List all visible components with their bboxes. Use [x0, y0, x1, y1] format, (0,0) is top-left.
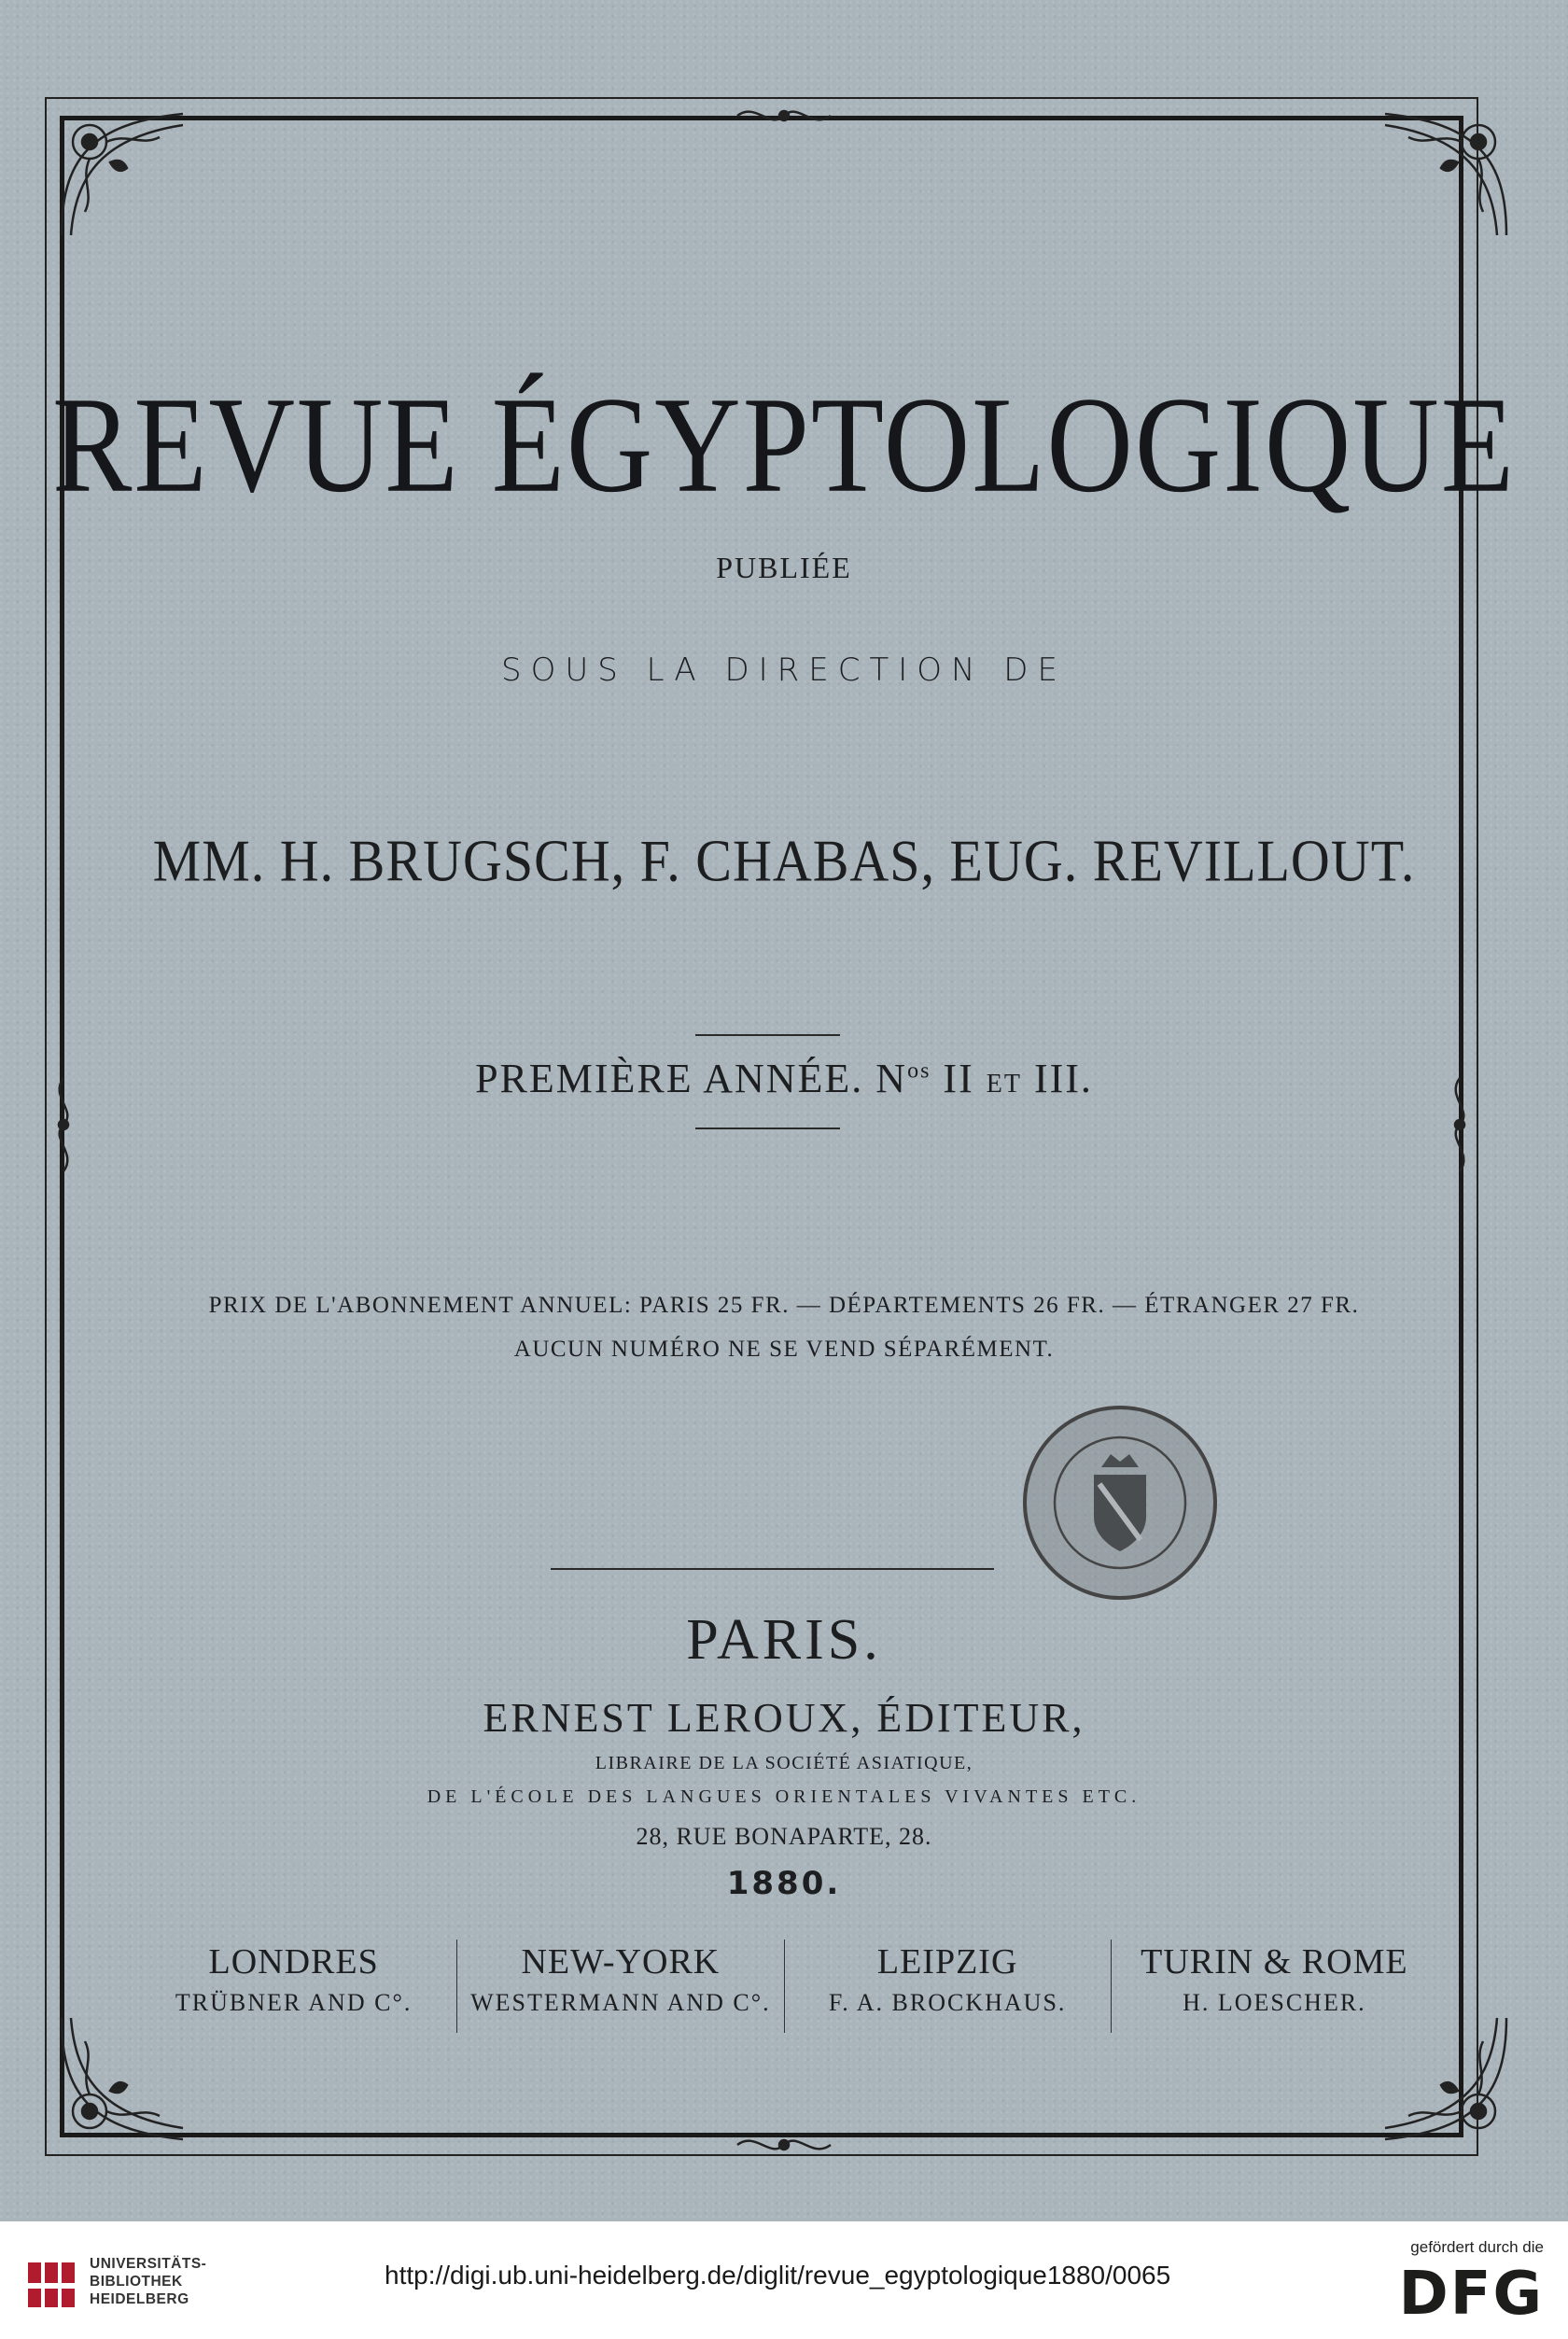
- issue-number-first: II: [943, 1056, 974, 1101]
- agent-turin-rome: [1112, 1940, 1437, 2033]
- published-label: PUBLIÉE: [716, 551, 852, 584]
- subscription-price: PRIX DE L'ABONNEMENT ANNUEL: PARIS 25 FR. — DÉPARTEMENTS 26 FR. — ÉTRANGER 27 FR.: [208, 1293, 1360, 1318]
- issue-conjunction: ET: [986, 1070, 1022, 1099]
- issue-number-prefix: N: [875, 1056, 908, 1101]
- direction-label: SOUS LA DIRECTION DE: [501, 651, 1067, 689]
- library-stamp: [1017, 1400, 1223, 1605]
- issue-rule-top: [695, 1034, 840, 1036]
- issue-year: PREMIÈRE ANNÉE.: [475, 1056, 864, 1101]
- agent-city: TURIN & ROME: [1141, 1942, 1408, 1982]
- library-name-line-2: BIBLIOTHEK: [90, 2274, 183, 2290]
- agent-name: TRÜBNER AND C°.: [175, 1989, 413, 2016]
- journal-title: REVUE ÉGYPTOLOGIQUE: [52, 368, 1516, 521]
- publisher-name: ERNEST LEROUX, ÉDITEUR,: [483, 1695, 1085, 1741]
- agent-city: LEIPZIG: [876, 1942, 1018, 1982]
- issue-line: [0, 1055, 1568, 1102]
- agent-name: F. A. BROCKHAUS.: [828, 1989, 1067, 2016]
- bottom-center-ornament: [733, 2126, 835, 2164]
- issue-rule-bottom: [695, 1127, 840, 1129]
- library-name-line-1: UNIVERSITÄTS-: [90, 2256, 207, 2272]
- university-library-logo-icon: [24, 2257, 80, 2313]
- publisher-address: 28, RUE BONAPARTE, 28.: [636, 1823, 932, 1850]
- imprint-rule: [551, 1568, 994, 1570]
- dfg-logo: DFG: [1398, 2260, 1544, 2329]
- agent-city: LONDRES: [208, 1942, 379, 1982]
- funding-label: gefördert durch die: [1410, 2238, 1544, 2256]
- agent-city: NEW-YORK: [521, 1942, 721, 1982]
- corner-ornament-top-left: [52, 105, 192, 245]
- agent-name: WESTERMANN AND C°.: [470, 1989, 771, 2016]
- publication-year: 1880.: [726, 1865, 842, 1902]
- university-library-name: [90, 2255, 206, 2308]
- agent-new-york: [457, 1940, 784, 2033]
- library-name-line-3: HEIDELBERG: [90, 2291, 189, 2307]
- digitization-footer: [0, 2221, 1568, 2339]
- permalink-url[interactable]: http://digi.ub.uni-heidelberg.de/diglit/revue_egyptologique1880/0065: [385, 2261, 1171, 2290]
- publisher-school: DE L'ÉCOLE DES LANGUES ORIENTALES VIVANTES ETC.: [427, 1786, 1141, 1807]
- agent-london: [131, 1940, 457, 2033]
- top-center-ornament: [733, 97, 835, 134]
- sale-notice: AUCUN NUMÉRO NE SE VEND SÉPARÉMENT.: [513, 1337, 1055, 1362]
- imprint-city: PARIS.: [686, 1608, 882, 1672]
- agents-row: [131, 1940, 1437, 2033]
- issue-number-sup: os: [907, 1058, 931, 1084]
- agent-leipzig: [785, 1940, 1112, 2033]
- editors-line: MM. H. BRUGSCH, F. CHABAS, EUG. REVILLOUT.: [152, 827, 1416, 894]
- corner-ornament-top-right: [1376, 105, 1516, 245]
- issue-number-second: III.: [1033, 1056, 1093, 1101]
- publisher-society: LIBRAIRE DE LA SOCIÉTÉ ASIATIQUE,: [595, 1753, 973, 1773]
- agent-name: H. LOESCHER.: [1183, 1989, 1366, 2016]
